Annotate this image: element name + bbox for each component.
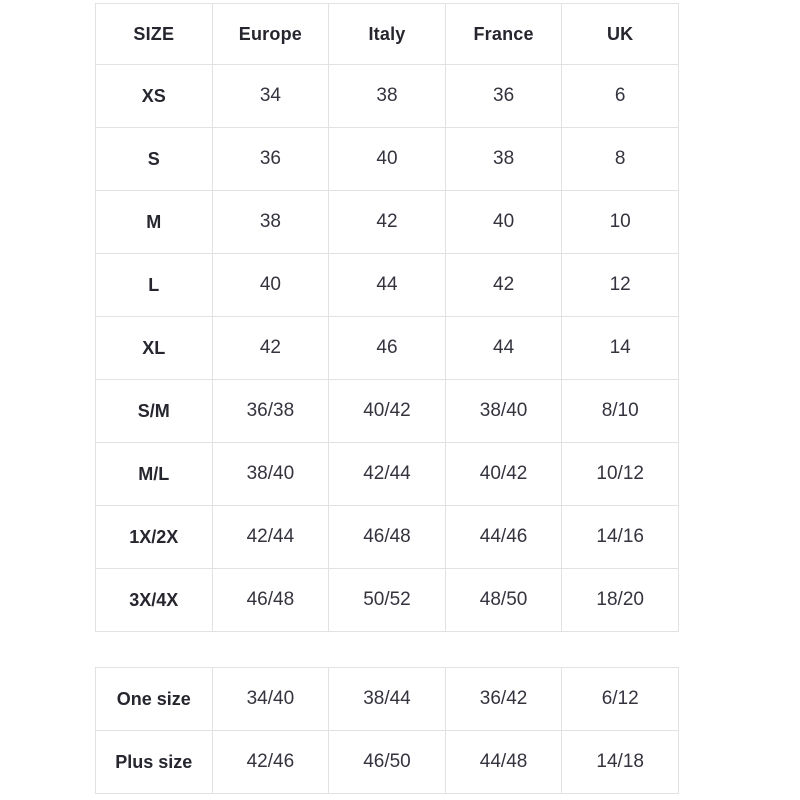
size-table-body xyxy=(96,65,679,632)
table-row xyxy=(96,506,679,569)
size-value-cell: 36 xyxy=(212,128,329,191)
table-row xyxy=(96,254,679,317)
size-value-cell: 40/42 xyxy=(329,380,446,443)
size-chart-page xyxy=(0,3,800,800)
size-value-cell: 44/48 xyxy=(445,731,562,794)
size-value-cell: 44 xyxy=(329,254,446,317)
column-header-france: France xyxy=(445,4,562,65)
special-sizes-table xyxy=(95,667,679,794)
size-label-cell: XL xyxy=(96,317,213,380)
size-value-cell: 42 xyxy=(445,254,562,317)
size-value-cell: 10 xyxy=(562,191,679,254)
column-header-uk: UK xyxy=(562,4,679,65)
table-row xyxy=(96,191,679,254)
size-label-cell: XS xyxy=(96,65,213,128)
size-value-cell: 38 xyxy=(212,191,329,254)
size-table-head xyxy=(96,4,679,65)
size-value-cell: 40 xyxy=(329,128,446,191)
size-value-cell: 38 xyxy=(445,128,562,191)
size-value-cell: 42 xyxy=(329,191,446,254)
size-value-cell: 34 xyxy=(212,65,329,128)
table-row xyxy=(96,65,679,128)
size-value-cell: 40 xyxy=(445,191,562,254)
size-value-cell: 38/40 xyxy=(445,380,562,443)
size-value-cell: 42/44 xyxy=(212,506,329,569)
size-value-cell: 36 xyxy=(445,65,562,128)
table-row xyxy=(96,128,679,191)
table-row xyxy=(96,317,679,380)
size-value-cell: 10/12 xyxy=(562,443,679,506)
size-value-cell: 38/44 xyxy=(329,668,446,731)
column-header-size: SIZE xyxy=(96,4,213,65)
size-value-cell: 42/46 xyxy=(212,731,329,794)
table-row xyxy=(96,443,679,506)
size-value-cell: 14/18 xyxy=(562,731,679,794)
size-value-cell: 38/40 xyxy=(212,443,329,506)
table-row xyxy=(96,380,679,443)
size-label-cell: 1X/2X xyxy=(96,506,213,569)
size-value-cell: 44/46 xyxy=(445,506,562,569)
table-row xyxy=(96,569,679,632)
size-value-cell: 40/42 xyxy=(445,443,562,506)
size-value-cell: 6 xyxy=(562,65,679,128)
size-value-cell: 36/38 xyxy=(212,380,329,443)
size-label-cell: 3X/4X xyxy=(96,569,213,632)
size-value-cell: 34/40 xyxy=(212,668,329,731)
table-row xyxy=(96,731,679,794)
size-value-cell: 36/42 xyxy=(445,668,562,731)
size-value-cell: 38 xyxy=(329,65,446,128)
size-value-cell: 48/50 xyxy=(445,569,562,632)
size-value-cell: 14/16 xyxy=(562,506,679,569)
size-value-cell: 40 xyxy=(212,254,329,317)
size-label-cell: Plus size xyxy=(96,731,213,794)
size-value-cell: 42/44 xyxy=(329,443,446,506)
size-label-cell: M xyxy=(96,191,213,254)
size-value-cell: 18/20 xyxy=(562,569,679,632)
size-value-cell: 8 xyxy=(562,128,679,191)
size-value-cell: 46/48 xyxy=(212,569,329,632)
size-label-cell: M/L xyxy=(96,443,213,506)
size-conversion-table xyxy=(95,3,679,632)
size-label-cell: One size xyxy=(96,668,213,731)
size-label-cell: L xyxy=(96,254,213,317)
size-value-cell: 42 xyxy=(212,317,329,380)
size-label-cell: S/M xyxy=(96,380,213,443)
size-value-cell: 46 xyxy=(329,317,446,380)
size-label-cell: S xyxy=(96,128,213,191)
size-value-cell: 8/10 xyxy=(562,380,679,443)
table-row xyxy=(96,668,679,731)
special-table-body xyxy=(96,668,679,794)
size-value-cell: 6/12 xyxy=(562,668,679,731)
size-value-cell: 12 xyxy=(562,254,679,317)
size-value-cell: 14 xyxy=(562,317,679,380)
size-value-cell: 44 xyxy=(445,317,562,380)
size-value-cell: 46/48 xyxy=(329,506,446,569)
size-value-cell: 50/52 xyxy=(329,569,446,632)
header-row xyxy=(96,4,679,65)
column-header-europe: Europe xyxy=(212,4,329,65)
size-value-cell: 46/50 xyxy=(329,731,446,794)
column-header-italy: Italy xyxy=(329,4,446,65)
